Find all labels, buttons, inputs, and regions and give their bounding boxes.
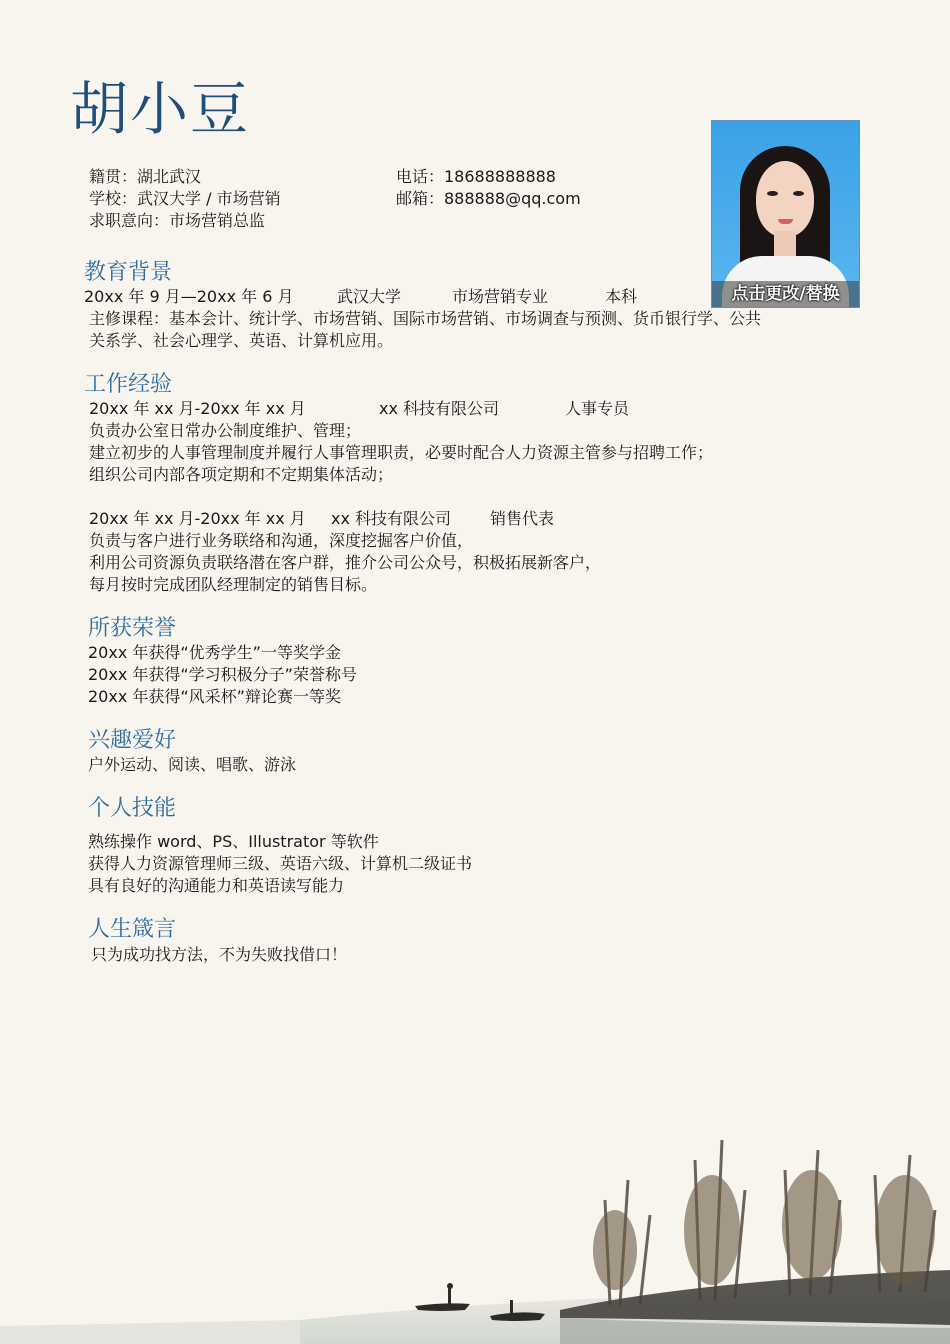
- profile-photo[interactable]: [711, 120, 860, 308]
- honor-item: 20xx 年获得“风采杯”辩论赛一等奖: [88, 687, 341, 706]
- education-row: [84, 286, 637, 308]
- hobbies-text: 户外运动、阅读、唱歌、游泳: [88, 755, 297, 774]
- job-role: 销售代表: [490, 509, 555, 528]
- job-row: [89, 508, 554, 530]
- job-duty: 利用公司资源负责联络潜在客户群，推介公司公众号，积极拓展新客户，: [89, 553, 602, 572]
- job-intent-text: 求职意向：市场营销总监: [89, 211, 266, 230]
- change-photo-button[interactable]: 点击更改/替换: [712, 281, 859, 307]
- motto-text: 只为成功找方法，不为失败找借口！: [91, 945, 348, 964]
- job-company: xx 科技有限公司: [331, 509, 452, 528]
- motto-title: 人生箴言: [88, 917, 177, 942]
- education-title: 教育背景: [84, 260, 173, 285]
- photo-left-eye: [767, 191, 778, 196]
- hobbies-title: 兴趣爱好: [88, 728, 177, 753]
- skill-item: 熟练操作 word、PS、Illustrator 等软件: [88, 832, 379, 851]
- job-duty: 每月按时完成团队经理制定的销售目标。: [89, 575, 378, 594]
- photo-face: [756, 161, 814, 237]
- education-courses-line1: 主修课程：基本会计、统计学、市场营销、国际市场营销、市场调查与预测、货币银行学、公共: [89, 309, 762, 328]
- photo-right-eye: [793, 191, 804, 196]
- job-company: xx 科技有限公司: [379, 399, 500, 418]
- phone-text: 电话：18688888888: [396, 167, 556, 186]
- ink-landscape-decoration: [0, 1120, 950, 1344]
- school-text: 学校：武汉大学 / 市场营销: [89, 189, 281, 208]
- honor-item: 20xx 年获得“学习积极分子”荣誉称号: [88, 665, 357, 684]
- work-title: 工作经验: [84, 372, 173, 397]
- job-duty: 组织公司内部各项定期和不定期集体活动；: [89, 465, 394, 484]
- education-school: 武汉大学: [337, 287, 402, 306]
- education-courses-line2: 关系学、社会心理学、英语、计算机应用。: [89, 331, 394, 350]
- education-degree: 本科: [605, 287, 638, 306]
- job-role: 人事专员: [565, 399, 630, 418]
- job-duty: 负责办公室日常办公制度维护、管理；: [89, 421, 362, 440]
- origin-text: 籍贯：湖北武汉: [89, 167, 202, 186]
- job-period: 20xx 年 xx 月-20xx 年 xx 月: [89, 509, 306, 528]
- job-period: 20xx 年 xx 月-20xx 年 xx 月: [89, 399, 306, 418]
- education-major: 市场营销专业: [452, 287, 549, 306]
- skill-item: 获得人力资源管理师三级、英语六级、计算机二级证书: [88, 854, 473, 873]
- email-text: 邮箱：888888@qq.com: [396, 189, 581, 208]
- skills-title: 个人技能: [88, 796, 177, 821]
- education-period: 20xx 年 9 月—20xx 年 6 月: [84, 287, 294, 306]
- candidate-name: 胡小豆: [70, 75, 251, 143]
- honor-item: 20xx 年获得“优秀学生”一等奖学金: [88, 643, 341, 662]
- skill-item: 具有良好的沟通能力和英语读写能力: [88, 876, 345, 895]
- job-duty: 建立初步的人事管理制度并履行人事管理职责，必要时配合人力资源主管参与招聘工作；: [89, 443, 714, 462]
- job-duty: 负责与客户进行业务联络和沟通，深度挖掘客户价值，: [89, 531, 474, 550]
- honors-title: 所获荣誉: [88, 616, 177, 641]
- job-row: [89, 398, 629, 420]
